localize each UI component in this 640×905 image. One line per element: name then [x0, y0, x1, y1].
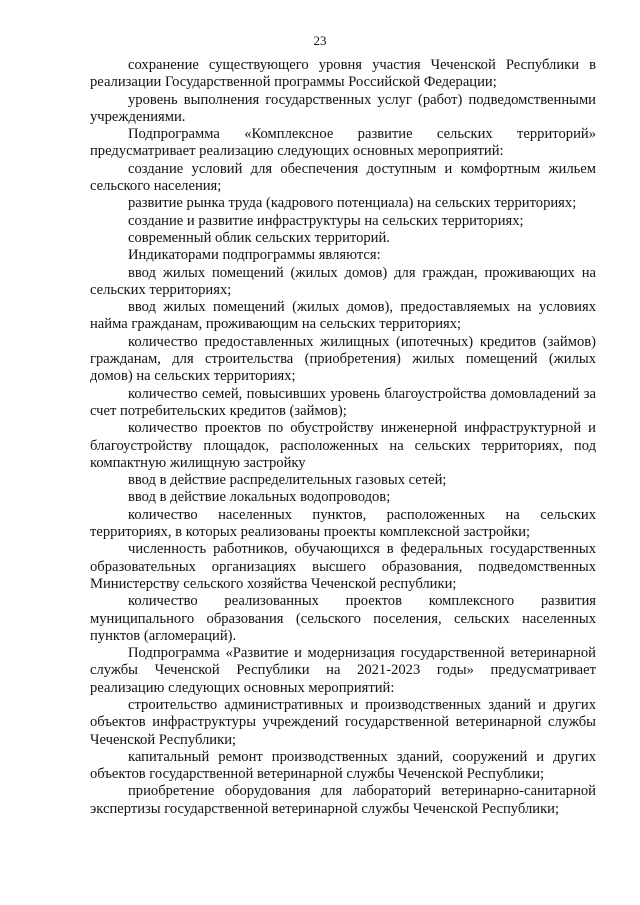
paragraph: развитие рынка труда (кадрового потенциала) на сельских территориях; — [128, 195, 577, 212]
paragraph: строительство административных и производственных зданий и других объектов инфраструктуры учреждений государственной ветеринарной службы Чеченской Республики; — [90, 696, 596, 748]
paragraph: приобретение оборудования для лабораторий ветеринарно-санитарной экспертизы государственной ветеринарной службы Чеченской Республики; — [90, 783, 596, 817]
paragraph: сохранение существующего уровня участия Чеченской Республики в реализации Государственной программы Российской Федерации; — [90, 57, 596, 91]
paragraph: Подпрограмма «Развитие и модернизация государственной ветеринарной службы Чеченской Республики на 2021-2023 годы» предусматривает реализацию следующих основных мероприятий: — [90, 645, 596, 696]
paragraph: ввод жилых помещений (жилых домов) для граждан, проживающих на сельских территориях; — [90, 264, 596, 298]
paragraph: уровень выполнения государственных услуг (работ) подведомственными учреждениями. — [90, 91, 596, 125]
paragraph: создание условий для обеспечения доступным и комфортным жильем сельского населения; — [90, 160, 596, 195]
paragraph: количество семей, повысивших уровень благоустройства домовладений за счет потребительских кредитов (займов); — [90, 385, 596, 419]
paragraph: численность работников, обучающихся в федеральных государственных образовательных организациях высшего образования, подведомственных Министерству сельского хозяйства Чеченской республики; — [90, 541, 596, 592]
paragraph: ввод жилых помещений (жилых домов), предоставляемых на условиях найма гражданам, проживающим на сельских территориях; — [90, 299, 596, 333]
page-number: 23 — [313, 33, 327, 48]
paragraph: количество реализованных проектов комплексного развития муниципального образования (сельского поселения, сельских населенных пунктов (агломераций). — [90, 593, 596, 644]
paragraph: Подпрограмма «Комплексное развитие сельских территорий» предусматривает реализацию следующих основных мероприятий: — [90, 126, 596, 160]
paragraph: количество предоставленных жилищных (ипотечных) кредитов (займов) гражданам, для строительства (приобретения) жилых помещений (жилых домов) на сельских территориях; — [90, 333, 596, 385]
paragraph: ввод в действие локальных водопроводов; — [128, 489, 391, 506]
paragraph: капитальный ремонт производственных зданий, сооружений и других объектов государственной ветеринарной службы Чеченской Республики; — [90, 748, 596, 783]
paragraph: количество проектов по обустройству инженерной инфраструктурной и благоустройству площадок, расположенных на сельских территориях, под компактную жилищную застройку — [90, 420, 596, 471]
paragraph: Индикаторами подпрограммы являются: — [128, 247, 381, 264]
paragraph: ввод в действие распределительных газовых сетей; — [128, 472, 447, 489]
paragraph: количество населенных пунктов, расположенных на сельских территориях, в которых реализованы проекты комплексной застройки; — [90, 506, 596, 541]
paragraph: создание и развитие инфраструктуры на сельских территориях; — [128, 212, 524, 229]
document-body — [90, 57, 596, 818]
paragraph: современный облик сельских территорий. — [128, 229, 390, 246]
